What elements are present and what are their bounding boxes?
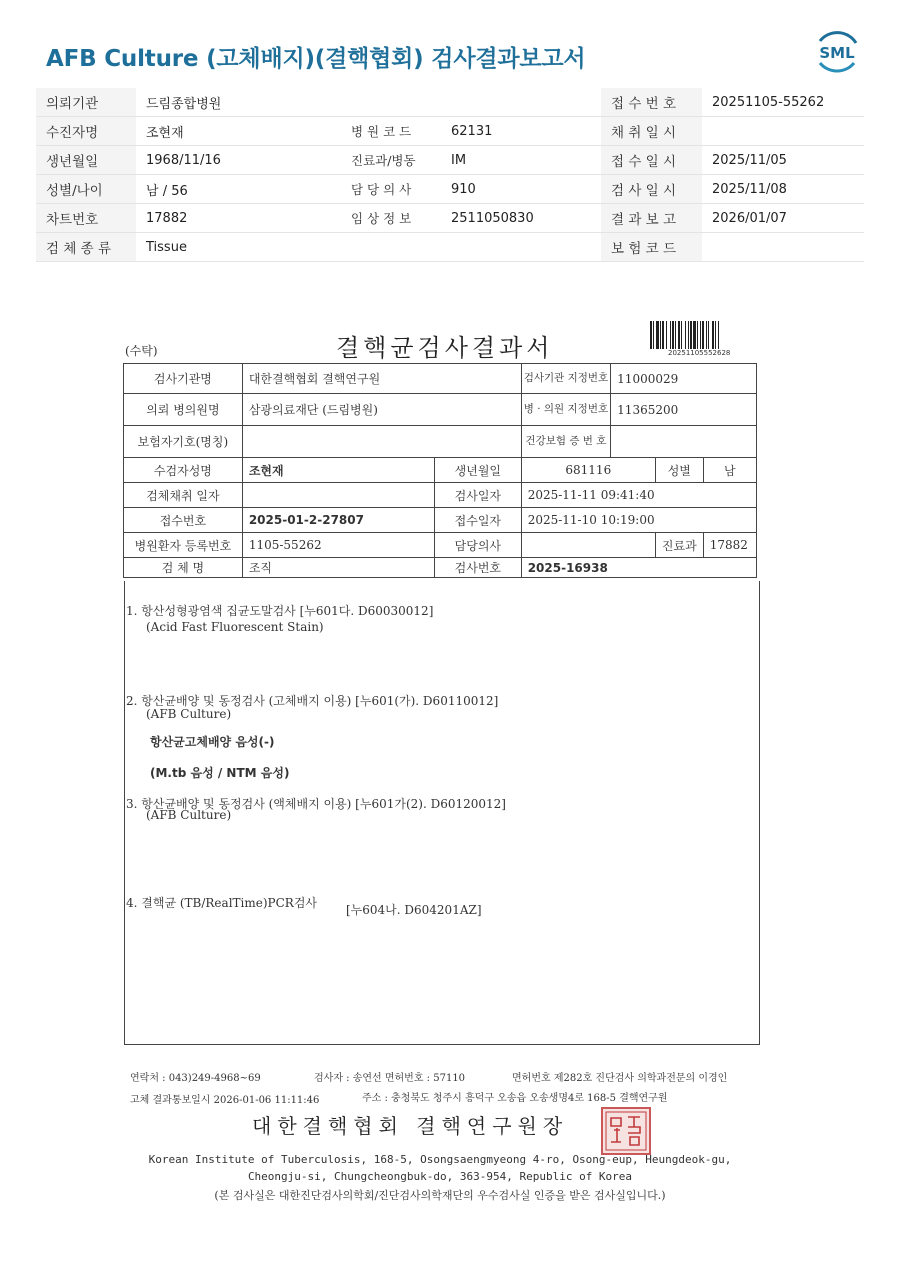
dept-label: 진료과: [655, 533, 703, 558]
info-value: 910: [441, 175, 601, 204]
institute-address-en-2: Cheongju-si, Chungcheongbuk-do, 363-954, Republic of Korea: [247, 1170, 633, 1183]
info-label: 임 상 정 보: [341, 204, 441, 233]
info-value: 2025/11/05: [702, 146, 864, 175]
info-value: 1968/11/16: [136, 146, 341, 175]
info-value: 남 / 56: [136, 175, 341, 204]
info-value: 20251105-55262: [702, 88, 864, 117]
insured-value: [242, 426, 521, 458]
specimen-label: 검 체 명: [124, 558, 243, 578]
info-label: 결 과 보 고: [601, 204, 702, 233]
barcode-bar: [702, 321, 704, 349]
client-label: 의뢰 병의원명: [124, 394, 243, 426]
lab-name-label: 검사기관명: [124, 364, 243, 394]
info-value: 조현재: [136, 117, 341, 146]
info-value: [441, 88, 601, 117]
official-seal-stamp: [600, 1106, 652, 1156]
sex-label: 성별: [655, 458, 703, 483]
info-label: 생년월일: [36, 146, 136, 175]
info-value: [702, 117, 864, 146]
dob-label: 생년월일: [435, 458, 522, 483]
barcode-bar: [718, 321, 719, 349]
info-label: 병 원 코 드: [341, 117, 441, 146]
barcode-bar: [693, 321, 696, 349]
info-label: 보 험 코 드: [601, 233, 702, 262]
info-label: 채 취 일 시: [601, 117, 702, 146]
barcode-bar: [678, 321, 680, 349]
doctor-label: 담당의사: [435, 533, 522, 558]
logo-text: SML: [819, 44, 855, 62]
barcode-bar: [675, 321, 676, 349]
institute-name-ko: 대한결핵협회 결핵연구원장: [252, 1114, 569, 1138]
info-row: [36, 233, 864, 262]
report-table: [123, 363, 757, 578]
info-row: [36, 88, 864, 117]
license-info: 면허번호 제282호 진단검사 의학과전문의 이경인: [512, 1073, 728, 1084]
info-label: 의뢰기관: [36, 88, 136, 117]
lab-code: 11000029: [611, 364, 757, 394]
receipt-date-label: 접수일자: [435, 508, 522, 533]
barcode-bar: [672, 321, 674, 349]
info-value: 드림종합병원: [136, 88, 341, 117]
barcode-bar: [653, 321, 654, 349]
collect-label: 검체채취 일자: [124, 483, 243, 508]
info-value: 62131: [441, 117, 601, 146]
barcode-bar: [715, 321, 716, 349]
item4-code: [누604나. D604201AZ]: [346, 903, 482, 917]
barcode-image: [650, 321, 744, 349]
barcode-bar: [712, 321, 714, 349]
info-label: [341, 233, 441, 262]
dob-value: 681116: [521, 458, 655, 483]
sex-value: 남: [703, 458, 756, 483]
info-label: [341, 88, 441, 117]
barcode-bar: [700, 321, 701, 349]
health-ins-label: 건강보험 증 번 호: [521, 426, 610, 458]
patient-label: 수검자성명: [124, 458, 243, 483]
item1-title: 1. 항산성형광염색 집균도말검사 [누601다. D60030012]: [126, 604, 434, 618]
reg-no-label: 병원환자 등록번호: [124, 533, 243, 558]
report-title: AFB Culture (고체배지)(결핵협회) 검사결과보고서: [46, 46, 586, 72]
doctor-value: [521, 533, 655, 558]
barcode-bar: [708, 321, 709, 349]
info-label: 차트번호: [36, 204, 136, 233]
item2-subtitle: (AFB Culture): [146, 707, 232, 721]
barcode-number: 20251105552628: [668, 349, 731, 357]
barcode-bar: [666, 321, 667, 349]
item2-result-detail: (M.tb 음성 / NTM 음성): [150, 766, 290, 780]
info-label: 접 수 일 시: [601, 146, 702, 175]
specimen-value: 조직: [242, 558, 434, 578]
address-info: 주소 : 충청북도 청주시 흥덕구 오송읍 오송생명4로 168-5 결핵연구원: [362, 1093, 668, 1104]
clinic-code: 11365200: [611, 394, 757, 426]
dept-value: 17882: [703, 533, 756, 558]
info-value: [702, 233, 864, 262]
barcode-bar: [662, 321, 664, 349]
notice-datetime: 고체 결과통보일시 2026-01-06 11:11:46: [130, 1095, 320, 1106]
item2-title: 2. 항산균배양 및 동정검사 (고체배지 이용) [누601(가). D60110012]: [126, 694, 499, 708]
lab-code-label: 검사기관 지정번호: [521, 364, 610, 394]
item4-title: 4. 결핵균 (TB/RealTime)PCR검사: [126, 896, 318, 910]
info-value: 2511050830: [441, 204, 601, 233]
barcode-bar: [681, 321, 682, 349]
collect-value: [242, 483, 434, 508]
info-value: 17882: [136, 204, 341, 233]
certification-note: (본 검사실은 대한진단검사의학회/진단검사의학재단의 우수검사실 인증을 받은 검사실입니다.): [214, 1189, 666, 1202]
info-label: 검 체 종 류: [36, 233, 136, 262]
info-value: 2025/11/08: [702, 175, 864, 204]
info-value: [441, 233, 601, 262]
clinic-code-label: 병 · 의원 지정번호: [521, 394, 610, 426]
info-row: [36, 204, 864, 233]
barcode-bar: [688, 321, 689, 349]
contact-info: 연락처 : 043)249-4968~69: [130, 1073, 261, 1084]
item1-subtitle: (Acid Fast Fluorescent Stain): [146, 620, 324, 634]
item3-subtitle: (AFB Culture): [146, 808, 232, 822]
item2-result: 항산균고체배양 음성(-): [150, 735, 275, 749]
info-row: [36, 146, 864, 175]
sml-logo: [812, 27, 862, 77]
info-value: Tissue: [136, 233, 341, 262]
barcode-bar: [690, 321, 692, 349]
health-ins-value: [611, 426, 757, 458]
info-value: IM: [441, 146, 601, 175]
info-label: 접 수 번 호: [601, 88, 702, 117]
receipt-date: 2025-11-10 10:19:00: [521, 508, 756, 533]
info-value: 2026/01/07: [702, 204, 864, 233]
info-label: 담 당 의 사: [341, 175, 441, 204]
test-no: 2025-16938: [521, 558, 756, 578]
item3-title: 3. 항산균배양 및 동정검사 (액체배지 이용) [누601가(2). D60120012]: [126, 797, 506, 811]
barcode-bar: [656, 321, 659, 349]
patient-name: 조현재: [242, 458, 434, 483]
patient-info-table: [36, 88, 864, 262]
inspector-info: 검사자 : 송연선 면허번호 : 57110: [314, 1073, 466, 1084]
report-subtitle: (수탁): [125, 344, 158, 358]
test-date: 2025-11-11 09:41:40: [521, 483, 756, 508]
receipt-no: 2025-01-2-27807: [242, 508, 434, 533]
info-label: 검 사 일 시: [601, 175, 702, 204]
receipt-no-label: 접수번호: [124, 508, 243, 533]
barcode-bar: [660, 321, 661, 349]
reg-no: 1105-55262: [242, 533, 434, 558]
info-label: 수진자명: [36, 117, 136, 146]
report-doc-title: 결핵균검사결과서: [336, 334, 554, 362]
info-row: [36, 175, 864, 204]
barcode-bar: [685, 321, 686, 349]
info-label: 성별/나이: [36, 175, 136, 204]
info-row: [36, 117, 864, 146]
info-label: 진료과/병동: [341, 146, 441, 175]
test-date-label: 검사일자: [435, 483, 522, 508]
client-name: 삼광의료재단 (드림병원): [242, 394, 521, 426]
barcode-bar: [697, 321, 698, 349]
lab-name: 대한결핵협회 결핵연구원: [242, 364, 521, 394]
barcode-bar: [670, 321, 671, 349]
barcode-bar: [706, 321, 707, 349]
barcode-bar: [650, 321, 652, 349]
institute-address-en-1: Korean Institute of Tuberculosis, 168-5, Osongsaengmyeong 4-ro, Osong-eup, Heungdeok-gu,: [148, 1153, 732, 1166]
test-no-label: 검사번호: [435, 558, 522, 578]
insured-label: 보험자기호(명칭): [124, 426, 243, 458]
